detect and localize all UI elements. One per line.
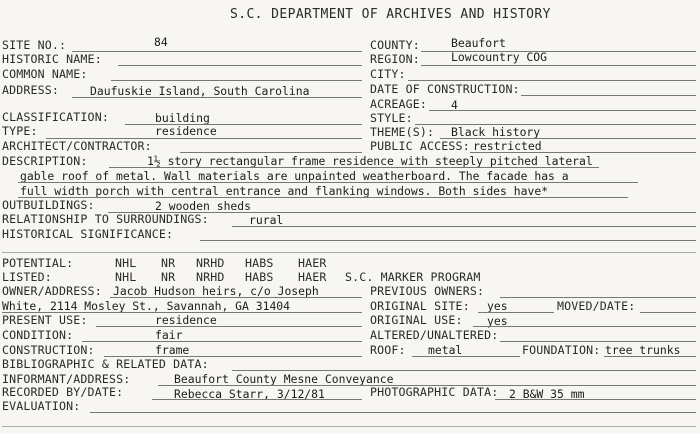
value-original-site: yes [487, 299, 508, 313]
label-previous-owners: PREVIOUS OWNERS: [370, 284, 485, 298]
label-foundation: FOUNDATION: [522, 343, 601, 357]
label-recorded-by: RECORDED BY/DATE: [2, 385, 124, 399]
line-description-2 [18, 182, 638, 183]
line-present-use [96, 326, 362, 327]
value-public-access: restricted [473, 139, 542, 153]
label-style: STYLE: [370, 111, 413, 125]
line-foundation [604, 356, 696, 357]
line-description-1 [109, 167, 599, 168]
label-classification: CLASSIFICATION: [2, 110, 109, 124]
label-listed: LISTED: [2, 270, 52, 284]
line-owner-1 [110, 297, 362, 298]
label-address: ADDRESS: [2, 83, 60, 97]
label-original-site: ORIGINAL SITE: [370, 299, 470, 313]
potential-nrhd: NRHD [196, 256, 225, 270]
line-public-access [470, 152, 696, 153]
value-description-line-1: 1½ story rectangular frame residence with steeply pitched lateral [147, 154, 593, 168]
label-outbuildings: OUTBUILDINGS: [2, 198, 95, 212]
line-description-3 [18, 197, 628, 198]
value-outbuildings: 2 wooden sheds [155, 199, 252, 213]
value-county: Beaufort [451, 36, 506, 50]
line-city [408, 80, 696, 81]
label-original-use: ORIGINAL USE: [370, 313, 463, 327]
value-roof: metal [428, 343, 463, 357]
line-photographic [495, 399, 696, 400]
listed-haer: HAER [298, 270, 327, 284]
label-present-use: PRESENT USE: [2, 313, 88, 327]
value-owner-line-1: Jacob Hudson heirs, c/o Joseph [113, 284, 319, 298]
label-description: DESCRIPTION: [2, 154, 88, 168]
potential-nhl: NHL [115, 256, 137, 270]
form-header: S.C. DEPARTMENT OF ARCHIVES AND HISTORY [230, 7, 551, 22]
line-evaluation [90, 412, 696, 413]
value-address: Daufuskie Island, South Carolina [90, 84, 310, 98]
value-type: residence [155, 124, 217, 138]
label-altered: ALTERED/UNALTERED: [370, 328, 499, 342]
line-historic-name [118, 65, 362, 66]
label-acreage: ACREAGE: [370, 97, 428, 111]
value-foundation: tree trunks [605, 343, 681, 357]
value-present-use: residence [155, 313, 217, 327]
label-owner-address: OWNER/ADDRESS: [2, 284, 102, 298]
label-roof: ROOF: [370, 343, 406, 357]
label-type: TYPE: [2, 124, 38, 138]
value-recorded-by: Rebecca Starr, 3/12/81 [174, 387, 325, 401]
value-condition: fair [155, 328, 183, 342]
label-themes: THEME(S): [370, 125, 435, 139]
listed-nrhd: NRHD [196, 270, 225, 284]
value-photographic: 2 B&W 35 mm [509, 387, 585, 401]
line-relationship [232, 226, 696, 227]
label-public-access: PUBLIC ACCESS: [370, 139, 470, 153]
line-date-of-construction [521, 95, 696, 96]
line-recorded-by [152, 399, 362, 400]
listed-nr: NR [161, 270, 176, 284]
line-architect [180, 152, 362, 153]
value-owner-line-2: White, 2114 Mosley St., Savannah, GA 31404 [2, 299, 291, 313]
label-date-of-construction: DATE OF CONSTRUCTION: [370, 82, 520, 96]
line-original-site [478, 312, 554, 313]
label-region: REGION: [370, 52, 420, 66]
line-condition [82, 341, 362, 342]
label-county: COUNTY: [370, 38, 420, 52]
label-city: CITY: [370, 67, 406, 81]
label-historic-name: HISTORIC NAME: [2, 52, 102, 66]
value-original-use: yes [487, 314, 508, 328]
line-altered [500, 341, 696, 342]
value-themes: Black history [451, 125, 541, 139]
value-site-no: 84 [154, 35, 168, 49]
label-site-no: SITE NO.: [2, 38, 67, 52]
label-potential: POTENTIAL: [2, 256, 74, 270]
line-region [421, 65, 696, 66]
line-original-use [473, 326, 696, 327]
label-historical-significance: HISTORICAL SIGNIFICANCE: [2, 227, 174, 241]
label-condition: CONDITION: [2, 328, 74, 342]
value-description-line-3: full width porch with central entrance and flanking windows. Both sides have* [20, 184, 549, 198]
line-previous-owners [500, 297, 696, 298]
line-address [72, 97, 362, 98]
value-relationship: rural [249, 213, 284, 227]
value-region: Lowcountry COG [451, 50, 548, 64]
label-evaluation: EVALUATION: [2, 399, 81, 413]
label-bibliographic: BIBLIOGRAPHIC & RELATED DATA: [2, 357, 209, 371]
line-bibliographic [232, 370, 696, 371]
label-relationship: RELATIONSHIP TO SURROUNDINGS: [2, 212, 209, 226]
value-informant: Beaufort County Mesne Conveyance [174, 372, 394, 386]
blank-line [2, 252, 696, 253]
label-marker-program: S.C. MARKER PROGRAM [345, 270, 481, 284]
label-construction: CONSTRUCTION: [2, 343, 95, 357]
value-construction: frame [155, 343, 190, 357]
listed-habs: HABS [245, 270, 274, 284]
potential-nr: NR [161, 256, 176, 270]
line-site-no [72, 51, 362, 52]
line-common-name [111, 80, 362, 81]
value-acreage: 4 [451, 98, 458, 112]
label-informant: INFORMANT/ADDRESS: [2, 372, 131, 386]
blank-line-bottom [2, 426, 696, 427]
value-description-line-2: gable roof of metal. Wall materials are unpainted weatherboard. The facade has a [20, 169, 569, 183]
label-architect: ARCHITECT/CONTRACTOR: [2, 139, 152, 153]
line-moved-date [640, 312, 696, 313]
label-photographic: PHOTOGRAPHIC DATA: [370, 385, 499, 399]
value-classification: building [155, 111, 210, 125]
line-historical-significance [200, 240, 696, 241]
listed-nhl: NHL [115, 270, 137, 284]
potential-habs: HABS [245, 256, 274, 270]
potential-haer: HAER [298, 256, 327, 270]
label-moved-date: MOVED/DATE: [557, 299, 636, 313]
line-acreage [429, 110, 696, 111]
label-common-name: COMMON NAME: [2, 67, 88, 81]
line-roof [412, 356, 520, 357]
